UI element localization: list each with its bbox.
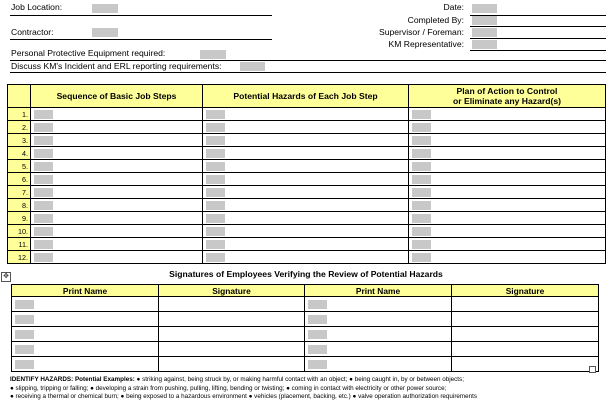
step-plan-cell (409, 108, 606, 121)
signature-cell[interactable] (159, 327, 305, 342)
step-plan-cell (409, 121, 606, 134)
step-plan-field[interactable] (412, 136, 431, 145)
signatures-title: Signatures of Employees Verifying the Review of Potential Hazards (169, 269, 443, 279)
step-sequence-field[interactable] (34, 123, 53, 132)
signature-row (12, 327, 599, 342)
signature-row (12, 312, 599, 327)
step-plan-cell (409, 173, 606, 186)
step-sequence-field[interactable] (34, 162, 53, 171)
signature-column-header: Signature (452, 285, 599, 297)
step-sequence-field[interactable] (34, 188, 53, 197)
step-plan-field[interactable] (412, 162, 431, 171)
step-hazard-cell (203, 134, 409, 147)
print-name-field[interactable] (308, 315, 327, 324)
step-sequence-cell (31, 199, 203, 212)
job-step-row (8, 225, 606, 238)
number-column-header (8, 85, 31, 108)
date-field[interactable] (472, 4, 497, 13)
step-hazard-field[interactable] (206, 240, 225, 249)
row-number: 7. (8, 186, 31, 199)
step-plan-field[interactable] (412, 240, 431, 249)
step-sequence-cell (31, 134, 203, 147)
km-representative-label: KM Representative: (388, 39, 464, 49)
row-number: 5. (8, 160, 31, 173)
print-name-field[interactable] (15, 315, 34, 324)
signature-cell[interactable] (452, 357, 599, 372)
signature-row (12, 357, 599, 372)
job-step-row (8, 147, 606, 160)
print-name-field[interactable] (308, 345, 327, 354)
step-sequence-field[interactable] (34, 136, 53, 145)
discuss-label: Discuss KM's Incident and ERL reporting requirements: (11, 61, 222, 71)
step-sequence-field[interactable] (34, 175, 53, 184)
step-plan-field[interactable] (412, 123, 431, 132)
signature-cell[interactable] (452, 297, 599, 312)
discuss-field[interactable] (240, 62, 265, 71)
completed-by-field[interactable] (472, 16, 497, 25)
step-plan-cell (409, 186, 606, 199)
row-number: 3. (8, 134, 31, 147)
hazards-column-header: Potential Hazards of Each Job Step (203, 85, 409, 108)
step-plan-field[interactable] (412, 110, 431, 119)
step-sequence-field[interactable] (34, 214, 53, 223)
step-sequence-field[interactable] (34, 227, 53, 236)
step-sequence-cell (31, 225, 203, 238)
completed-by-underline (470, 26, 606, 27)
step-hazard-field[interactable] (206, 123, 225, 132)
contractor-label: Contractor: (11, 27, 54, 37)
signature-row (12, 342, 599, 357)
step-hazard-cell (203, 199, 409, 212)
step-hazard-field[interactable] (206, 188, 225, 197)
step-plan-cell (409, 160, 606, 173)
signature-cell[interactable] (452, 327, 599, 342)
step-plan-field[interactable] (412, 175, 431, 184)
table-move-handle-icon[interactable]: ✥ (1, 272, 11, 282)
row-number: 2. (8, 121, 31, 134)
hazard-note-line2: ● slipping, tripping or falling; ● developing a strain from pushing, pulling, lifting, bending or twisting; ● coming in contact with electricity or other power source; (10, 384, 447, 392)
plan-header-line2: or Eliminate any Hazard(s) (453, 96, 561, 106)
step-hazard-field[interactable] (206, 149, 225, 158)
print-name-cell[interactable] (305, 327, 452, 342)
job-step-row (8, 108, 606, 121)
step-plan-field[interactable] (412, 201, 431, 210)
step-sequence-cell (31, 108, 203, 121)
step-hazard-field[interactable] (206, 214, 225, 223)
row-number: 4. (8, 147, 31, 160)
step-sequence-field[interactable] (34, 201, 53, 210)
print-name-field[interactable] (15, 345, 34, 354)
signature-cell[interactable] (159, 357, 305, 372)
print-name-cell[interactable] (305, 312, 452, 327)
print-name-column-header: Print Name (12, 285, 159, 297)
row-number: 8. (8, 199, 31, 212)
row-number: 9. (8, 212, 31, 225)
step-sequence-field[interactable] (34, 253, 53, 262)
print-name-column-header: Print Name (305, 285, 452, 297)
step-sequence-cell (31, 186, 203, 199)
table-resize-handle-icon[interactable] (589, 366, 596, 373)
job-steps-header-row (8, 85, 606, 108)
hazard-note-heading: IDENTIFY HAZARDS: Potential Examples: (10, 376, 135, 383)
job-location-field[interactable] (92, 4, 118, 13)
step-hazard-field[interactable] (206, 110, 225, 119)
signatures-table (11, 284, 599, 372)
signature-cell[interactable] (159, 342, 305, 357)
step-plan-cell (409, 251, 606, 264)
signature-cell[interactable] (159, 297, 305, 312)
job-step-row (8, 186, 606, 199)
job-step-row (8, 134, 606, 147)
step-plan-field[interactable] (412, 214, 431, 223)
hazard-note-line3: ● receiving a thermal or chemical burn; ● being exposed to a hazardous environment ● vehicles (placement, backing, etc.) ● valve operation authorization requirements (10, 393, 478, 401)
step-plan-cell (409, 238, 606, 251)
step-sequence-cell (31, 212, 203, 225)
print-name-cell[interactable] (305, 357, 452, 372)
print-name-cell[interactable] (12, 297, 159, 312)
signatures-header-row (12, 285, 599, 297)
supervisor-label: Supervisor / Foreman: (378, 27, 464, 37)
step-sequence-cell (31, 251, 203, 264)
ppe-label: Personal Protective Equipment required: (11, 48, 166, 58)
step-sequence-cell (31, 147, 203, 160)
step-hazard-field[interactable] (206, 162, 225, 171)
step-sequence-cell (31, 173, 203, 186)
step-hazard-cell (203, 212, 409, 225)
contractor-underline (10, 39, 272, 40)
step-plan-cell (409, 134, 606, 147)
job-step-row (8, 160, 606, 173)
print-name-field[interactable] (15, 330, 34, 339)
step-hazard-field[interactable] (206, 253, 225, 262)
supervisor-field[interactable] (472, 28, 497, 37)
step-hazard-cell (203, 186, 409, 199)
step-sequence-cell (31, 121, 203, 134)
print-name-field[interactable] (15, 300, 34, 309)
plan-header-line1: Plan of Action to Control (456, 86, 558, 96)
step-hazard-cell (203, 147, 409, 160)
print-name-cell[interactable] (12, 342, 159, 357)
step-hazard-field[interactable] (206, 227, 225, 236)
step-plan-cell (409, 199, 606, 212)
job-location-label: Job Location: (11, 2, 63, 12)
signature-row (12, 297, 599, 312)
step-hazard-cell (203, 238, 409, 251)
job-step-row (8, 173, 606, 186)
step-plan-field[interactable] (412, 188, 431, 197)
step-sequence-field[interactable] (34, 240, 53, 249)
step-plan-field[interactable] (412, 253, 431, 262)
contractor-field[interactable] (92, 28, 118, 37)
signature-cell[interactable] (159, 312, 305, 327)
row-number: 12. (8, 251, 31, 264)
step-sequence-field[interactable] (34, 149, 53, 158)
job-step-row (8, 251, 606, 264)
step-plan-cell (409, 147, 606, 160)
discuss-underline (10, 72, 606, 73)
step-plan-field[interactable] (412, 227, 431, 236)
job-step-row (8, 121, 606, 134)
signature-cell[interactable] (452, 312, 599, 327)
job-location-underline (10, 15, 272, 16)
step-plan-field[interactable] (412, 149, 431, 158)
print-name-field[interactable] (15, 360, 34, 369)
job-step-row (8, 212, 606, 225)
print-name-field[interactable] (308, 360, 327, 369)
signature-cell[interactable] (452, 342, 599, 357)
step-hazard-cell (203, 108, 409, 121)
supervisor-underline (470, 38, 606, 39)
print-name-cell[interactable] (12, 327, 159, 342)
step-hazard-cell (203, 173, 409, 186)
step-sequence-field[interactable] (34, 110, 53, 119)
print-name-cell[interactable] (12, 312, 159, 327)
step-hazard-cell (203, 251, 409, 264)
step-hazard-field[interactable] (206, 136, 225, 145)
job-steps-table (7, 84, 606, 264)
step-hazard-field[interactable] (206, 175, 225, 184)
print-name-cell[interactable] (305, 342, 452, 357)
print-name-field[interactable] (308, 300, 327, 309)
step-sequence-cell (31, 238, 203, 251)
step-plan-cell (409, 212, 606, 225)
print-name-cell[interactable] (12, 357, 159, 372)
sequence-column-header: Sequence of Basic Job Steps (31, 85, 203, 108)
step-plan-cell (409, 225, 606, 238)
job-step-row (8, 199, 606, 212)
row-number: 10. (8, 225, 31, 238)
step-hazard-cell (203, 160, 409, 173)
completed-by-label: Completed By: (407, 15, 464, 25)
ppe-field[interactable] (200, 50, 226, 59)
step-hazard-cell (203, 225, 409, 238)
step-sequence-cell (31, 160, 203, 173)
signature-column-header: Signature (159, 285, 305, 297)
km-representative-underline (470, 50, 606, 51)
hazard-note-line1: ● striking against, being struck by, or making harmful contact with an object; ● being caught in, by or between objects; (136, 376, 464, 383)
hazard-examples-note (10, 376, 610, 402)
step-hazard-field[interactable] (206, 201, 225, 210)
step-hazard-cell (203, 121, 409, 134)
km-representative-field[interactable] (472, 40, 497, 49)
print-name-field[interactable] (308, 330, 327, 339)
row-number: 6. (8, 173, 31, 186)
job-step-row (8, 238, 606, 251)
row-number: 1. (8, 108, 31, 121)
print-name-cell[interactable] (305, 297, 452, 312)
row-number: 11. (8, 238, 31, 251)
date-label: Date: (443, 2, 464, 12)
plan-column-header (409, 85, 606, 108)
